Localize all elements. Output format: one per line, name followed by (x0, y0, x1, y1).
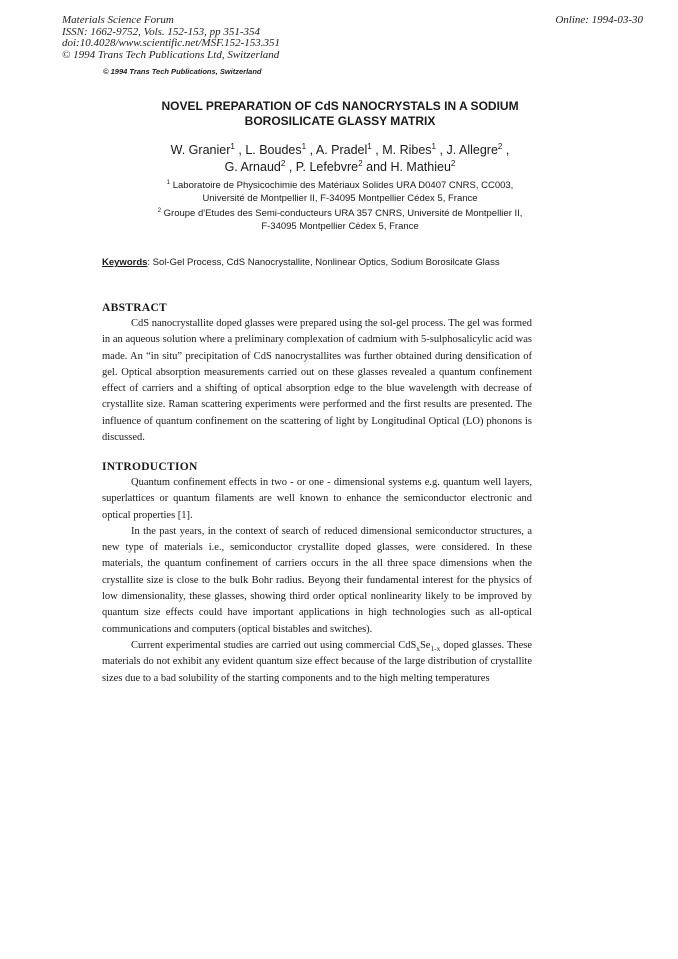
author-name: G. Arnaud (224, 159, 281, 174)
author-separator: , (436, 143, 447, 157)
affiliation-line: Laboratoire de Physicochimie des Matériaux Solides URA D0407 CNRS, CC003, (172, 180, 514, 191)
author-name: L. Boudes (245, 143, 302, 157)
introduction-heading: INTRODUCTION (102, 461, 198, 473)
title-line: BOROSILICATE GLASSY MATRIX (244, 114, 436, 128)
author-separator: , (371, 143, 383, 157)
author-line-2 (60, 159, 620, 176)
author-list (60, 142, 620, 175)
author-affiliation-mark: 1 (301, 141, 307, 151)
journal-issn: ISSN: 1662-9752, Vols. 152-153, pp 351-354 (62, 25, 260, 38)
introduction-paragraph: Quantum confinement effects in two - or one - dimensional systems e.g. quantum well layers, superlattices or quantum filaments are well known to enhance the semiconductor electronic and optical properties [1]. (102, 477, 532, 521)
keywords (102, 257, 500, 268)
author-name: J. Allegre (446, 143, 498, 157)
author-name: W. Granier (170, 143, 231, 157)
online-date: Online: 1994-03-30 (555, 14, 643, 26)
author-separator: , (285, 159, 296, 174)
paragraph-text: doped glasses. These materials do not exhibit any evident quantum size effect because of the large distribution of crystallite sizes due to a bad solubility of the starting components and to the high melting temperatures (102, 639, 532, 684)
paper-title (60, 99, 620, 129)
title-line: NOVEL PREPARATION OF CdS NANOCRYSTALS IN A SODIUM (161, 99, 519, 113)
paragraph-text: Current experimental studies are carried out using commercial CdS (131, 639, 417, 651)
author-affiliation-mark: 1 (230, 141, 235, 151)
author-separator: , (234, 143, 246, 157)
author-affiliation-mark: 2 (358, 158, 363, 168)
author-affiliation-mark: 1 (367, 141, 372, 151)
author-separator: , (502, 143, 510, 157)
abstract-body (102, 316, 532, 446)
formula-subscript: x (416, 644, 420, 654)
author-affiliation-mark: 2 (497, 141, 503, 151)
keywords-text: : Sol-Gel Process, CdS Nanocrystallite, Nonlinear Optics, Sodium Borosilcate Glass (147, 257, 500, 268)
author-name: H. Mathieu (390, 159, 451, 174)
formula-text: Se (419, 639, 431, 651)
journal-name: Materials Science Forum (62, 14, 174, 26)
author-separator: and (362, 159, 391, 174)
author-name: A. Pradel (315, 143, 368, 157)
author-affiliation-mark: 2 (450, 158, 456, 168)
affiliation-1 (80, 180, 600, 205)
author-affiliation-mark: 1 (431, 141, 437, 151)
author-name: M. Ribes (382, 143, 432, 157)
formula-subscript: 1-x (430, 644, 441, 654)
author-separator: , (306, 143, 316, 157)
author-line-1 (60, 142, 620, 159)
affiliation-line: Université de Montpellier II, F-34095 Montpellier Cédex 5, France (202, 192, 478, 204)
affiliation-mark: 1 (166, 178, 171, 186)
publisher-copyright: © 1994 Trans Tech Publications, Switzerland (103, 67, 262, 76)
affiliation-2 (80, 208, 600, 233)
affiliation-line: Groupe d'Etudes des Semi-conducteurs URA 357 CNRS, Université de Montpellier II, (163, 208, 523, 219)
journal-copyright: © 1994 Trans Tech Publications Ltd, Switzerland (62, 48, 280, 61)
author-affiliation-mark: 2 (280, 158, 286, 168)
journal-doi[interactable]: doi:10.4028/www.scientific.net/MSF.152-153.351 (62, 37, 281, 49)
affiliation-mark: 2 (157, 206, 162, 214)
author-name: P. Lefebvre (295, 159, 359, 174)
introduction-paragraph (102, 638, 532, 687)
abstract-paragraph: CdS nanocrystallite doped glasses were prepared using the sol-gel process. The gel was formed in an aqueous solution where a preliminary complexation of cadmium with 5-sulphosalicylic acid was made. An “in situ” precipitation of CdS nanocrystallites was further obtained during densification of gel. Optical absorption measurements carried out on these glasses revealed a quantum confinement effect of carriers and a shifting of optical absorption edge to the blue wavelength with decrease of crystallite size. Raman scattering experiments were performed and the first results are presented. The influence of quantum confinement on the scattering of light by Longitudinal Optical (LO) phonons is discussed. (102, 318, 532, 444)
keywords-label: Keywords (102, 257, 148, 268)
journal-header (62, 15, 280, 61)
affiliation-line: F-34095 Montpellier Cédex 5, France (261, 220, 419, 232)
introduction-body (102, 475, 532, 687)
introduction-paragraph: In the past years, in the context of search of reduced dimensional semiconductor structures, a new type of materials i.e., semiconductor crystallite doped glasses, were considered. In these materials, the quantum confinement of carriers occurs in the all three space dimensions when the crystallite size is close to the bulk Bohr radius. Beyong their fundamental interest for the physics of low dimensionality, these glasses, showing third order optical nonlinearity likely to be improved by quantum size effects could have important applications in high technologies such as all-optical communications and computers (optical bistables and switches). (102, 525, 532, 635)
abstract-heading: ABSTRACT (102, 302, 168, 314)
